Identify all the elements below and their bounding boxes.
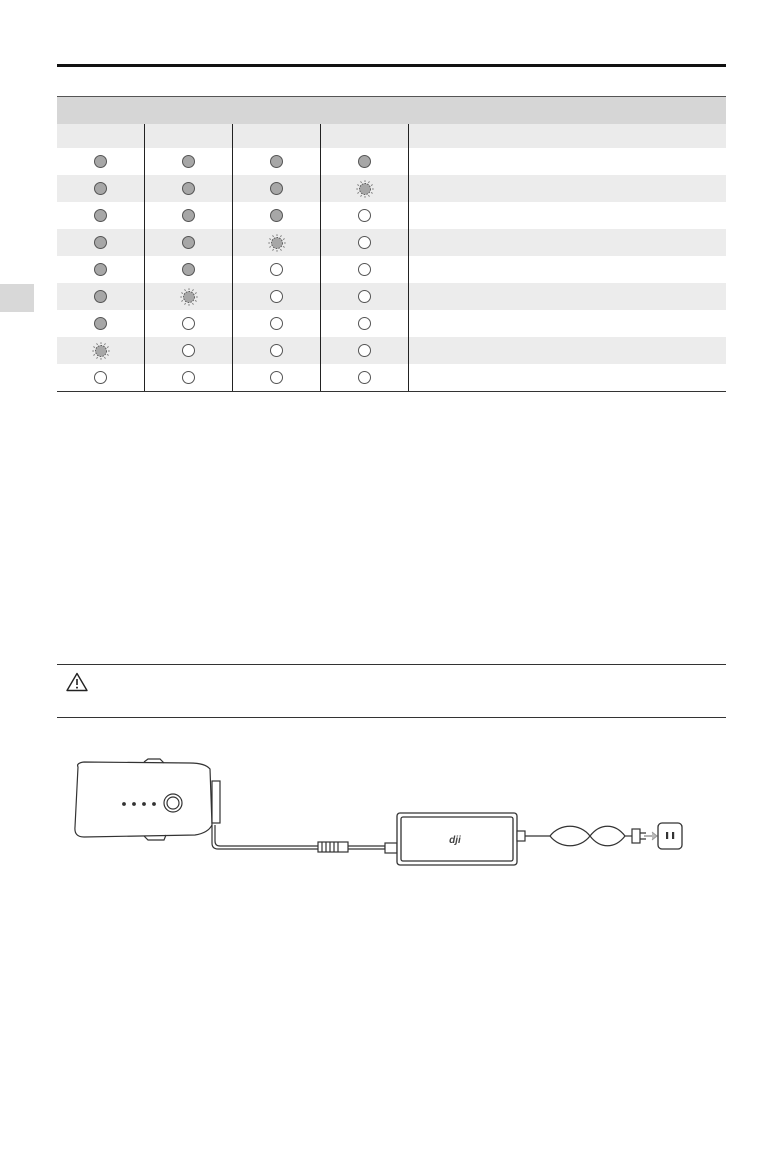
led-cell-2 bbox=[145, 283, 233, 310]
led-cell-4 bbox=[321, 310, 409, 337]
led-on-icon bbox=[182, 182, 195, 195]
charger-icon bbox=[397, 813, 517, 865]
led-description-cell bbox=[409, 175, 726, 202]
led-cell-3 bbox=[233, 364, 321, 391]
led-on-icon bbox=[94, 209, 107, 222]
led-off-icon bbox=[358, 263, 371, 276]
led-on-icon bbox=[270, 182, 283, 195]
led-cell-2 bbox=[145, 256, 233, 283]
led-cell-1 bbox=[57, 337, 145, 364]
led-blinking-icon bbox=[180, 288, 198, 306]
led-cell-3 bbox=[233, 337, 321, 364]
top-rule bbox=[57, 64, 726, 67]
led-cell-3 bbox=[233, 283, 321, 310]
led-cell-3 bbox=[233, 229, 321, 256]
header-led1 bbox=[57, 124, 145, 148]
led-cell-4 bbox=[321, 364, 409, 391]
led-off-icon bbox=[182, 344, 195, 357]
led-cell-4 bbox=[321, 283, 409, 310]
led-cell-3 bbox=[233, 148, 321, 175]
led-on-icon bbox=[270, 209, 283, 222]
led-on-icon bbox=[182, 263, 195, 276]
table-row bbox=[57, 229, 726, 256]
led-cell-3 bbox=[233, 256, 321, 283]
power-cord-icon bbox=[517, 826, 646, 846]
cable-icon bbox=[212, 825, 397, 853]
led-on-icon bbox=[94, 263, 107, 276]
led-description-cell bbox=[409, 283, 726, 310]
table-row bbox=[57, 256, 726, 283]
led-off-icon bbox=[358, 290, 371, 303]
led-off-icon bbox=[358, 344, 371, 357]
led-cell-4 bbox=[321, 148, 409, 175]
led-cell-1 bbox=[57, 229, 145, 256]
led-on-icon bbox=[182, 236, 195, 249]
led-cell-4 bbox=[321, 256, 409, 283]
led-on-icon bbox=[182, 155, 195, 168]
led-cell-1 bbox=[57, 256, 145, 283]
table-header bbox=[57, 96, 726, 124]
header-led2 bbox=[145, 124, 233, 148]
led-cell-3 bbox=[233, 310, 321, 337]
warning-triangle-icon bbox=[66, 672, 88, 692]
led-on-icon bbox=[182, 209, 195, 222]
wall-outlet-icon bbox=[644, 823, 682, 849]
led-cell-2 bbox=[145, 364, 233, 391]
led-cell-4 bbox=[321, 202, 409, 229]
table-subheader bbox=[57, 124, 726, 148]
led-off-icon bbox=[358, 209, 371, 222]
led-cell-1 bbox=[57, 202, 145, 229]
led-description-cell bbox=[409, 364, 726, 391]
led-cell-1 bbox=[57, 283, 145, 310]
led-on-icon bbox=[94, 182, 107, 195]
led-on-icon bbox=[94, 155, 107, 168]
led-off-icon bbox=[270, 290, 283, 303]
led-cell-3 bbox=[233, 175, 321, 202]
table-row bbox=[57, 364, 726, 391]
led-off-icon bbox=[182, 317, 195, 330]
led-on-icon bbox=[94, 290, 107, 303]
led-off-icon bbox=[358, 371, 371, 384]
side-tab bbox=[0, 284, 34, 312]
table-bottom-rule bbox=[57, 391, 726, 392]
table-body bbox=[57, 148, 726, 391]
table-row bbox=[57, 202, 726, 229]
led-on-icon bbox=[270, 155, 283, 168]
led-cell-1 bbox=[57, 310, 145, 337]
warning-bottom-rule bbox=[57, 717, 726, 718]
led-cell-1 bbox=[57, 175, 145, 202]
led-on-icon bbox=[94, 317, 107, 330]
led-cell-2 bbox=[145, 337, 233, 364]
led-blinking-icon bbox=[92, 342, 110, 360]
led-cell-4 bbox=[321, 229, 409, 256]
led-cell-2 bbox=[145, 175, 233, 202]
led-off-icon bbox=[270, 317, 283, 330]
led-cell-3 bbox=[233, 202, 321, 229]
led-cell-1 bbox=[57, 148, 145, 175]
charging-illustration bbox=[60, 745, 700, 875]
led-on-icon bbox=[94, 236, 107, 249]
led-blinking-icon bbox=[356, 180, 374, 198]
led-cell-2 bbox=[145, 310, 233, 337]
warning-top-rule bbox=[57, 664, 726, 665]
led-cell-4 bbox=[321, 175, 409, 202]
table-row bbox=[57, 283, 726, 310]
led-description-cell bbox=[409, 202, 726, 229]
table-row bbox=[57, 148, 726, 175]
table-row bbox=[57, 337, 726, 364]
led-off-icon bbox=[270, 344, 283, 357]
table-row bbox=[57, 310, 726, 337]
led-cell-2 bbox=[145, 229, 233, 256]
led-cell-2 bbox=[145, 148, 233, 175]
header-led4 bbox=[321, 124, 409, 148]
svg-text:dji: dji bbox=[449, 835, 461, 846]
led-description-cell bbox=[409, 229, 726, 256]
led-description-cell bbox=[409, 310, 726, 337]
led-off-icon bbox=[358, 236, 371, 249]
led-description-cell bbox=[409, 148, 726, 175]
led-off-icon bbox=[182, 371, 195, 384]
led-cell-1 bbox=[57, 364, 145, 391]
battery-led-table bbox=[57, 96, 726, 392]
led-off-icon bbox=[94, 371, 107, 384]
led-cell-2 bbox=[145, 202, 233, 229]
battery-icon bbox=[75, 759, 220, 840]
led-off-icon bbox=[270, 371, 283, 384]
table-row bbox=[57, 175, 726, 202]
led-off-icon bbox=[358, 317, 371, 330]
led-on-icon bbox=[358, 155, 371, 168]
led-description-cell bbox=[409, 256, 726, 283]
header-description bbox=[409, 124, 726, 148]
led-blinking-icon bbox=[268, 234, 286, 252]
led-description-cell bbox=[409, 337, 726, 364]
led-off-icon bbox=[270, 263, 283, 276]
header-led3 bbox=[233, 124, 321, 148]
led-cell-4 bbox=[321, 337, 409, 364]
